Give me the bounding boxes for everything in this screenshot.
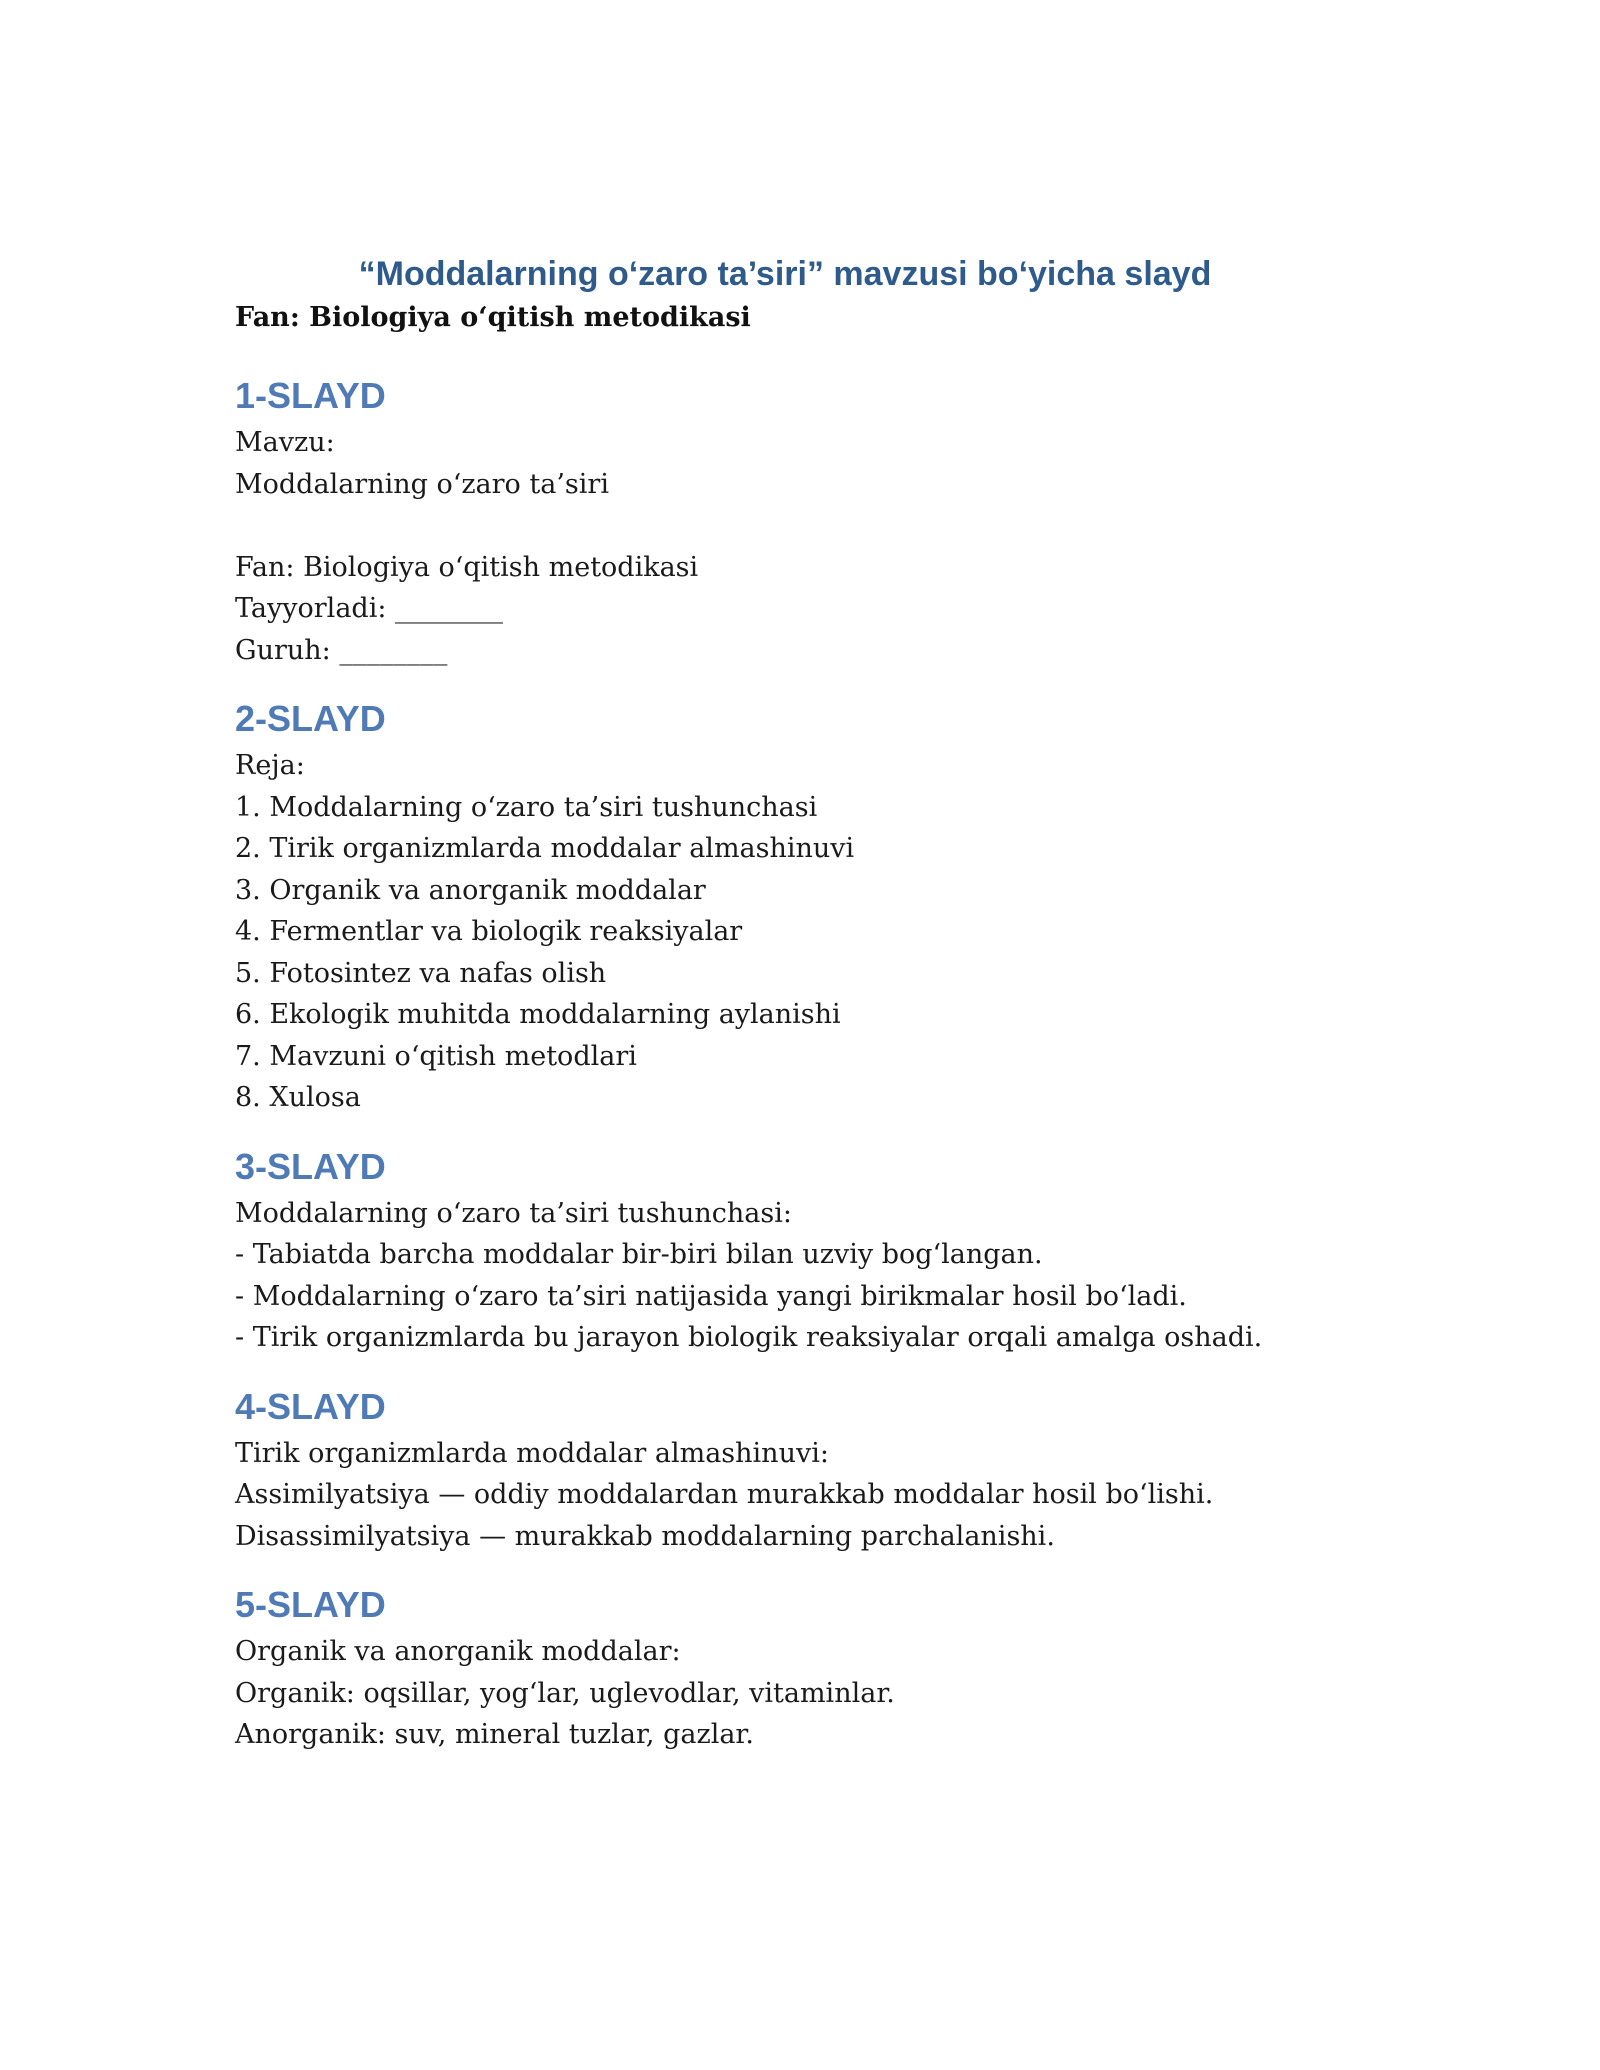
- plan-item: 3. Organik va anorganik moddalar: [235, 874, 706, 906]
- slide-line: Mavzu:: [235, 427, 335, 458]
- slide-heading: 1-SLAYD: [235, 375, 386, 416]
- slide-line: Assimilyatsiya — oddiy moddalardan murakkab moddalar hosil bo‘lishi.: [235, 1479, 1214, 1510]
- plan-item: 4. Fermentlar va biologik reaksiyalar: [235, 916, 743, 947]
- document-title: “Moddalarning o‘zaro ta’siri” mavzusi bo‘yicha slayd: [358, 255, 1212, 293]
- slide-line: Fan: Biologiya o‘qitish metodikasi: [235, 551, 699, 583]
- slide-line: Organik: oqsillar, yog‘lar, uglevodlar, vitaminlar.: [235, 1677, 895, 1709]
- plan-item: 5. Fotosintez va nafas olish: [235, 957, 607, 989]
- plan-item: 1. Moddalarning o‘zaro ta’siri tushunchasi: [235, 791, 818, 823]
- slide-line: - Tabiatda barcha moddalar bir-biri bilan uzviy bog‘langan.: [235, 1239, 1043, 1270]
- slide-line: - Tirik organizmlarda bu jarayon biologik reaksiyalar orqali amalga oshadi.: [235, 1322, 1263, 1353]
- plan-item: 2. Tirik organizmlarda moddalar almashinuvi: [235, 833, 855, 864]
- slide-line: Tayyorladi: ________: [235, 593, 504, 624]
- blank-line: [235, 505, 1375, 547]
- slide-line: Tirik organizmlarda moddalar almashinuvi:: [235, 1437, 829, 1469]
- document-subject: Fan: Biologiya o‘qitish metodikasi: [235, 302, 751, 333]
- slide-line: Reja:: [235, 750, 305, 781]
- slide-line: Disassimilyatsiya — murakkab moddalarning parchalanishi.: [235, 1520, 1055, 1552]
- slide-heading: 2-SLAYD: [235, 698, 386, 739]
- plan-item: 6. Ekologik muhitda moddalarning aylanishi: [235, 999, 841, 1030]
- document-body: [235, 250, 1375, 1756]
- slide-line: Guruh: ________: [235, 634, 448, 666]
- slide-heading: 4-SLAYD: [235, 1385, 386, 1427]
- slide-section-5: [235, 1579, 1375, 1756]
- plan-item: 8. Xulosa: [235, 1082, 361, 1113]
- slide-line: Organik va anorganik moddalar:: [235, 1636, 681, 1667]
- slide-heading: 3-SLAYD: [235, 1145, 386, 1187]
- slide-line: Moddalarning o‘zaro ta’siri tushunchasi:: [235, 1197, 792, 1229]
- slide-line: Anorganik: suv, mineral tuzlar, gazlar.: [235, 1719, 754, 1750]
- slide-section-4: [235, 1381, 1375, 1558]
- slide-section-2: [235, 693, 1375, 1119]
- slide-section-1: [235, 370, 1375, 671]
- slide-line: - Moddalarning o‘zaro ta’siri natijasida yangi birikmalar hosil bo‘ladi.: [235, 1280, 1187, 1312]
- plan-item: 7. Mavzuni o‘qitish metodlari: [235, 1040, 637, 1072]
- slide-section-3: [235, 1141, 1375, 1359]
- slide-line: Moddalarning o‘zaro ta’siri: [235, 468, 609, 500]
- slide-heading: 5-SLAYD: [235, 1584, 386, 1625]
